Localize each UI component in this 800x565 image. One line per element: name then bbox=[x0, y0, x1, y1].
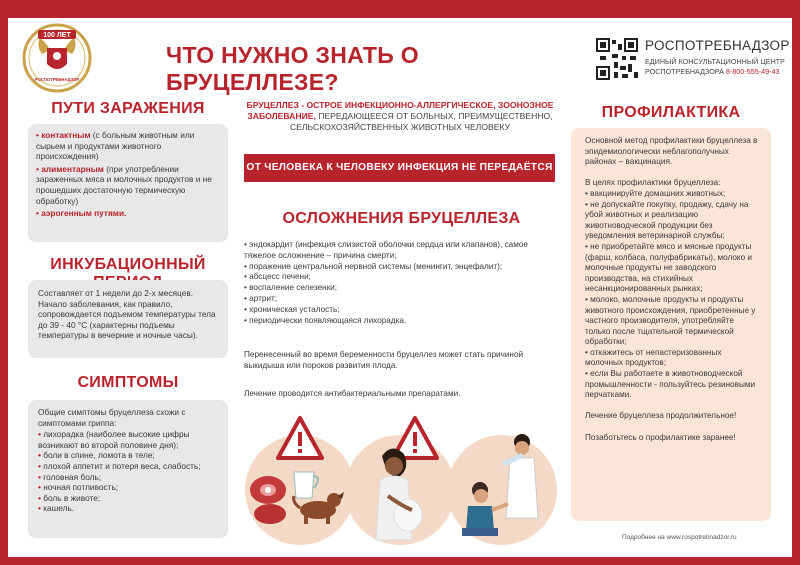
emblem-text: 100 ЛЕТ bbox=[43, 32, 71, 39]
right-border bbox=[792, 0, 800, 565]
symptom-item: • лихорадка (наиболее высокие цифры возникают во второй половине дня); bbox=[38, 429, 190, 450]
symptom-item: • боль в животе; bbox=[38, 492, 101, 503]
prevention-title: ПРОФИЛАКТИКА bbox=[601, 104, 741, 121]
illustrations bbox=[240, 410, 560, 545]
route-item: • алиментарным (при употреблении зараженных мяса и молочных продуктов и не прошедших достаточную термическую обработку) bbox=[36, 163, 212, 206]
route-item: • аэрогенным путями. bbox=[36, 208, 127, 219]
qr-code-icon[interactable] bbox=[596, 38, 638, 80]
symptoms-card bbox=[28, 400, 228, 538]
bottom-border bbox=[0, 557, 800, 565]
symptom-item: • боли в спине, ломота в теле; bbox=[38, 450, 155, 461]
symptoms-title: СИМПТОМЫ bbox=[77, 374, 179, 391]
org-name: РОСПОТРЕБНАДЗОР bbox=[645, 38, 790, 53]
complication-item: • абсцесс печени; bbox=[244, 272, 559, 283]
org-line1: ЕДИНЫЙ КОНСУЛЬТАЦИОННЫЙ ЦЕНТР bbox=[645, 57, 785, 66]
prevention-card bbox=[571, 128, 771, 521]
incubation-card bbox=[28, 280, 228, 358]
route-item: • контактным (с больным животным или сырьем и продуктами животного происхождения) bbox=[36, 130, 195, 162]
complication-item: • периодически появляющаяся лихорадка. bbox=[244, 316, 559, 327]
prevention-item: • молоко, молочные продукты и продукты животного происхождения, приобретенные у частного производителя, употребляйте только после тщательной термической обработки; bbox=[585, 294, 756, 347]
symptoms-intro: Общие симптомы бруцеллеза схожи с симптомами гриппа: bbox=[38, 407, 186, 428]
symptom-item: • плохой аппетит и потеря веса, слабость; bbox=[38, 460, 201, 471]
prevention-main: Основной метод профилактики бруцеллеза в эпидемиологически неблагополучных районах – вакцинация. bbox=[585, 136, 758, 167]
org-contact bbox=[645, 57, 785, 76]
symptom-item: • кашель. bbox=[38, 503, 75, 514]
disease-definition: БРУЦЕЛЛЕЗ - ОСТРОЕ ИНФЕКЦИОННО-АЛЛЕРГИЧЕСКОЕ, ЗООНОЗНОЕ ЗАБОЛЕВАНИЕ, ПЕРЕДАЮЩЕЕСЯ ОТ БОЛЬНЫХ, ПРЕИМУЩЕСТВЕННО, СЕЛЬСКОХОЗЯЙСТВЕННЫХ ЖИВОТНЫХ ЧЕЛОВЕКУ bbox=[246, 100, 554, 132]
no-human-transmission-banner: ОТ ЧЕЛОВЕКА К ЧЕЛОВЕКУ ИНФЕКЦИЯ НЕ ПЕРЕДАЁТСЯ bbox=[244, 154, 555, 182]
hotline-phone[interactable]: 8-800-555-49-43 bbox=[725, 66, 780, 76]
complication-item: • поражение центральной нервной системы (менингит, энцефалит); bbox=[244, 262, 559, 273]
prevention-closing: Позаботьтесь о профилактике заранее! bbox=[585, 432, 736, 442]
emblem-caption: РОСПОТРЕБНАДЗОР bbox=[34, 77, 80, 82]
prevention-item: • не приобретайте мясо и мясные продукты (фарш, колбаса, полуфабрикаты), молоко и молочные продукты не заводского производства, на стихийных несанкционированных рынках; bbox=[585, 241, 753, 294]
complications-title: ОСЛОЖНЕНИЯ БРУЦЕЛЛЕЗА bbox=[282, 210, 521, 227]
complications-list bbox=[244, 240, 559, 326]
complication-item: • воспаление селезенки; bbox=[244, 283, 559, 294]
top-border bbox=[0, 0, 800, 18]
complication-item: • хроническая усталость; bbox=[244, 305, 559, 316]
left-border bbox=[0, 0, 8, 565]
rospotrebnadzor-emblem bbox=[20, 18, 94, 98]
prevention-item: • если Вы работаете в животноводческой промышленности - пользуйтесь резиновыми перчатками. bbox=[585, 369, 756, 400]
infection-routes-card bbox=[28, 124, 228, 242]
symptom-item: • ночная потливость; bbox=[38, 482, 119, 493]
page-title: ЧТО НУЖНО ЗНАТЬ О БРУЦЕЛЛЕЗЕ? bbox=[166, 42, 419, 95]
infection-routes-title: ПУТИ ЗАРАЖЕНИЯ bbox=[51, 100, 205, 117]
prevention-item: • не допускайте покупку, продажу, сдачу на убой животных и реализацию животноводческой продукции без уведомления ветеринарной службы; bbox=[585, 199, 749, 241]
incubation-title: ИНКУБАЦИОННЫЙ bbox=[50, 256, 206, 273]
treatment-note: Лечение проводится антибактериальными препаратами. bbox=[244, 389, 461, 398]
prevention-item: • откажитесь от непастеризованных молочных продуктов; bbox=[585, 347, 722, 368]
footer-link[interactable]: Подробнее на www.rospotrebnadzor.ru bbox=[622, 534, 737, 541]
symptom-item: • головная боль; bbox=[38, 471, 102, 482]
treatment-long-note: Лечение бруцеллеза продолжительное! bbox=[585, 411, 737, 421]
prevention-intro: В целях профилактики бруцеллеза: bbox=[585, 178, 721, 188]
pregnancy-note: Перенесенный во время беременности бруцеллез может стать причиной выкидыша или пороков развития плода. bbox=[244, 350, 524, 370]
complication-item: • артрит; bbox=[244, 294, 559, 305]
org-line2: РОСПОТРЕБНАДЗОРА bbox=[645, 66, 724, 76]
prevention-item: • вакцинируйте домашних животных; bbox=[585, 188, 726, 198]
complication-item: • эндокардит (инфекция слизистой оболочки сердца или клапанов), самое тяжелое осложнение – причина смерти; bbox=[244, 240, 559, 262]
incubation-text: Составляет от 1 недели до 2-х месяцев. Начало заболевания, как правило, сопровождается подъемом температуры тела до 39 - 40 °С (характерны подъемы температуры в вечерние и ночные часы). bbox=[38, 288, 216, 341]
